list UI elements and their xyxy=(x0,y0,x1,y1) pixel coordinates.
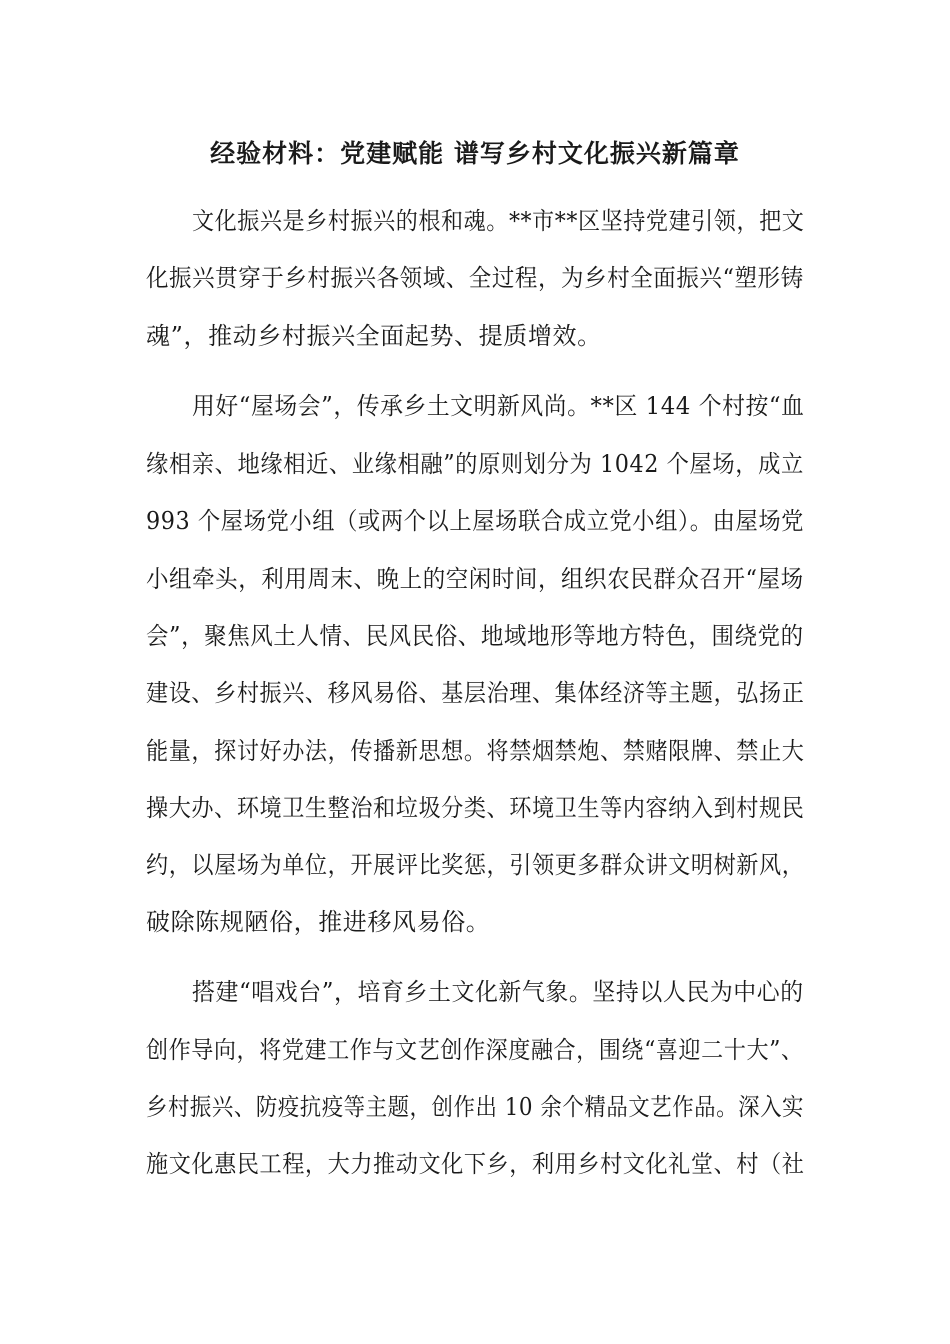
paragraph-1-line-2: 化振兴贯穿于乡村振兴各领域、全过程，为乡村全面振兴“塑形铸 xyxy=(146,264,804,292)
paragraph-2-line-2: 缘相亲、地缘相近、业缘相融”的原则划分为 1042 个屋场，成立 xyxy=(146,450,804,478)
paragraph-2-line-7: 能量，探讨好办法，传播新思想。将禁烟禁炮、禁赌限牌、禁止大 xyxy=(146,737,805,765)
document-title: 经验材料：党建赋能 谱写乡村文化振兴新篇章 xyxy=(210,139,740,168)
paragraph-2-line-1: 用好“屋场会”，传承乡土文明新风尚。**区 144 个村按“血 xyxy=(192,392,805,420)
paragraph-1-line-3: 魂”，推动乡村振兴全面起势、提质增效。 xyxy=(146,322,602,350)
paragraph-3-line-4: 施文化惠民工程，大力推动文化下乡，利用乡村文化礼堂、村（社 xyxy=(146,1150,805,1178)
paragraph-2-line-9: 约，以屋场为单位，开展评比奖惩，引领更多群众讲文明树新风， xyxy=(146,851,805,879)
paragraph-2-line-3: 993 个屋场党小组（或两个以上屋场联合成立党小组）。由屋场党 xyxy=(146,507,805,535)
paragraph-2-line-8: 操大办、环境卫生整治和垃圾分类、环境卫生等内容纳入到村规民 xyxy=(146,794,805,822)
paragraph-1-line-1: 文化振兴是乡村振兴的根和魂。**市**区坚持党建引领，把文 xyxy=(192,207,805,235)
paragraph-2-line-10: 破除陈规陋俗，推进移风易俗。 xyxy=(146,908,491,936)
paragraph-3-line-1: 搭建“唱戏台”，培育乡土文化新气象。坚持以人民为中心的 xyxy=(192,978,804,1006)
paragraph-2-line-6: 建设、乡村振兴、移风易俗、基层治理、集体经济等主题，弘扬正 xyxy=(146,679,805,707)
paragraph-2-line-4: 小组牵头，利用周末、晚上的空闲时间，组织农民群众召开“屋场 xyxy=(146,565,804,593)
paragraph-3-line-3: 乡村振兴、防疫抗疫等主题，创作出 10 余个精品文艺作品。深入实 xyxy=(146,1093,804,1121)
paragraph-2-line-5: 会”，聚焦风土人情、民风民俗、地域地形等地方特色，围绕党的 xyxy=(146,622,804,650)
paragraph-3-line-2: 创作导向，将党建工作与文艺创作深度融合，围绕“喜迎二十大”、 xyxy=(146,1036,804,1064)
